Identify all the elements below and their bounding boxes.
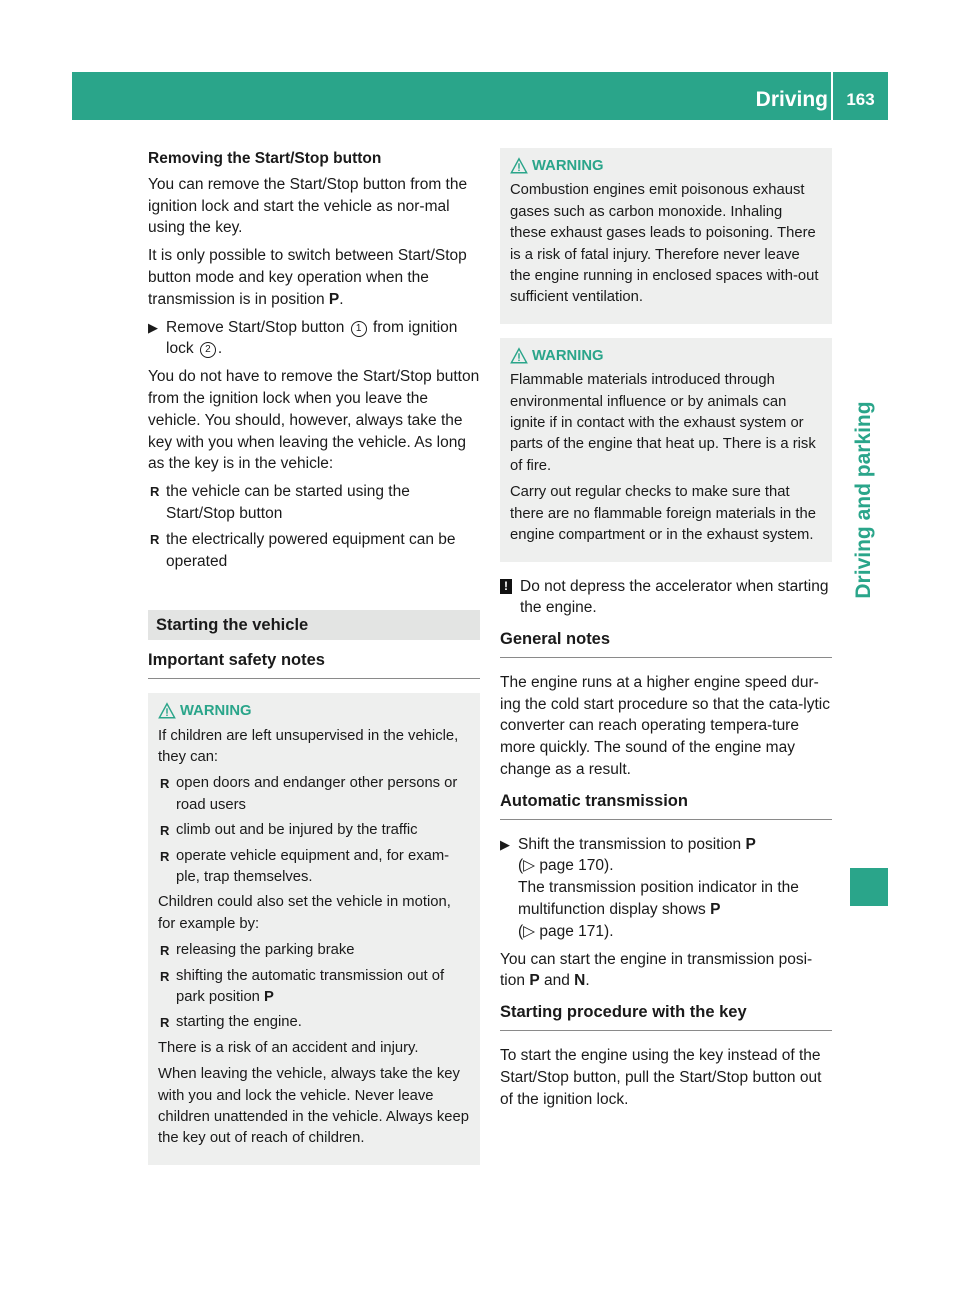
page-number: 163	[846, 90, 875, 109]
warning-title: WARNING	[158, 701, 470, 722]
warning-intro: If children are left unsupervised in the vehicle, they can:	[158, 727, 459, 765]
page-reference: (▷ page 171).	[518, 922, 614, 940]
bullet-icon: R	[160, 823, 170, 839]
removing-paragraph-3: You do not have to remove the Start/Stop button from the ignition lock when you leave the vehicle. You should, however, always take the key with you when leaving the vehicle. As long as the key is in the vehicle:	[148, 368, 480, 473]
warning-triangle-icon	[158, 702, 176, 720]
warning-title: WARNING	[510, 156, 822, 177]
warning-title: WARNING	[510, 346, 822, 367]
bullet-icon: R	[160, 1015, 170, 1031]
instruction-step: ▶ Shift the transmission to position P (▷ page 170). The transmission position indicator in the multifunction display shows P (▷ page 171).	[500, 835, 799, 940]
callout-1: 1	[351, 321, 367, 337]
general-notes-heading: General notes	[500, 629, 832, 658]
bullet-icon: R	[160, 943, 170, 959]
warning-triangle-icon	[510, 157, 528, 175]
warning-text: Combustion engines emit poisonous exhaust gases such as carbon monoxide. Inhaling these exhaust gases leads to poisoning. There is a risk of fatal injury. Therefore never leave the engine running in enclosed spaces with-out sufficient ventilation.	[510, 182, 819, 306]
bullet-icon: R	[160, 968, 170, 984]
list-item: R releasing the parking brake	[158, 940, 470, 961]
section-title: Starting the vehicle	[148, 610, 480, 640]
warning-box-fire	[500, 338, 832, 562]
list-item: R climb out and be injured by the traffic	[158, 820, 470, 841]
step-arrow-icon: ▶	[148, 319, 158, 335]
list-item: R shifting the automatic transmission out of park position P	[160, 967, 445, 1006]
step-arrow-icon: ▶	[500, 836, 510, 852]
warning-text: Flammable materials introduced through environmental influence or by animals can ignite if in contact with the exhaust system or parts of the engine that heat up. There is a risk of fire.	[510, 372, 816, 474]
side-tab-label: Driving and parking	[852, 401, 875, 599]
removing-heading: Removing the Start/Stop button	[148, 150, 382, 167]
list-item: R operate vehicle equipment and, for exam-ple, trap themselves.	[160, 847, 450, 885]
automatic-transmission-heading: Automatic transmission	[500, 791, 832, 820]
warning-box-children	[148, 693, 480, 1165]
warning-box-exhaust	[500, 148, 832, 324]
removing-paragraph-2: It is only possible to switch between Start/Stop button mode and key operation when the transmission is in position P.	[148, 247, 467, 308]
general-notes-text: The engine runs at a higher engine speed dur-ing the cold start procedure so that the cata-lytic converter can reach operating tempera-ture more quickly. The sound of the engine may change as a result.	[500, 673, 830, 779]
starting-key-heading: Starting procedure with the key	[500, 1002, 832, 1031]
warning-middle: Children could also set the vehicle in motion, for example by:	[158, 894, 451, 932]
automatic-transmission-text: You can start the engine in transmission posi-tion P and N.	[500, 950, 813, 990]
removing-paragraph-1: You can remove the Start/Stop button from the ignition lock and start the vehicle as nor-mal using the key.	[148, 175, 468, 237]
callout-2: 2	[200, 342, 216, 358]
right-column	[500, 148, 832, 1116]
bullet-icon: R	[150, 484, 160, 500]
note-accelerator: ! Do not depress the accelerator when starting the engine.	[500, 576, 832, 620]
left-column	[148, 148, 480, 1179]
side-tab	[840, 140, 888, 860]
list-item: R open doors and endanger other persons or road users	[160, 775, 458, 813]
bullet-icon: R	[160, 776, 170, 792]
list-item: R the vehicle can be started using the Start/Stop button	[150, 483, 410, 522]
bullet-icon: R	[160, 848, 170, 864]
exclamation-icon: !	[500, 579, 512, 594]
instruction-step: ▶ Remove Start/Stop button 1 from ignition lock 2 .	[148, 318, 458, 358]
warning-risk: There is a risk of an accident and injury.	[158, 1039, 419, 1056]
warning-triangle-icon	[510, 347, 528, 365]
warning-advice: When leaving the vehicle, always take the key with you and lock the vehicle. Never leave children unattended in the vehicle. Always keep the key out of reach of children.	[158, 1066, 469, 1147]
safety-heading: Important safety notes	[148, 650, 480, 679]
page-reference: (▷ page 170).	[518, 857, 614, 875]
bullet-icon: R	[150, 531, 160, 547]
warning-text: Carry out regular checks to make sure that there are no flammable foreign materials in the engine compartment or in the exhaust system.	[510, 484, 816, 544]
chapter-title: Driving	[755, 88, 828, 111]
side-tab-marker	[850, 868, 888, 906]
starting-key-text: To start the engine using the key instead of the Start/Stop button, pull the Start/Stop button out of the ignition lock.	[500, 1047, 822, 1108]
list-item: R starting the engine.	[158, 1012, 470, 1033]
list-item: R the electrically powered equipment can be operated	[150, 530, 456, 570]
